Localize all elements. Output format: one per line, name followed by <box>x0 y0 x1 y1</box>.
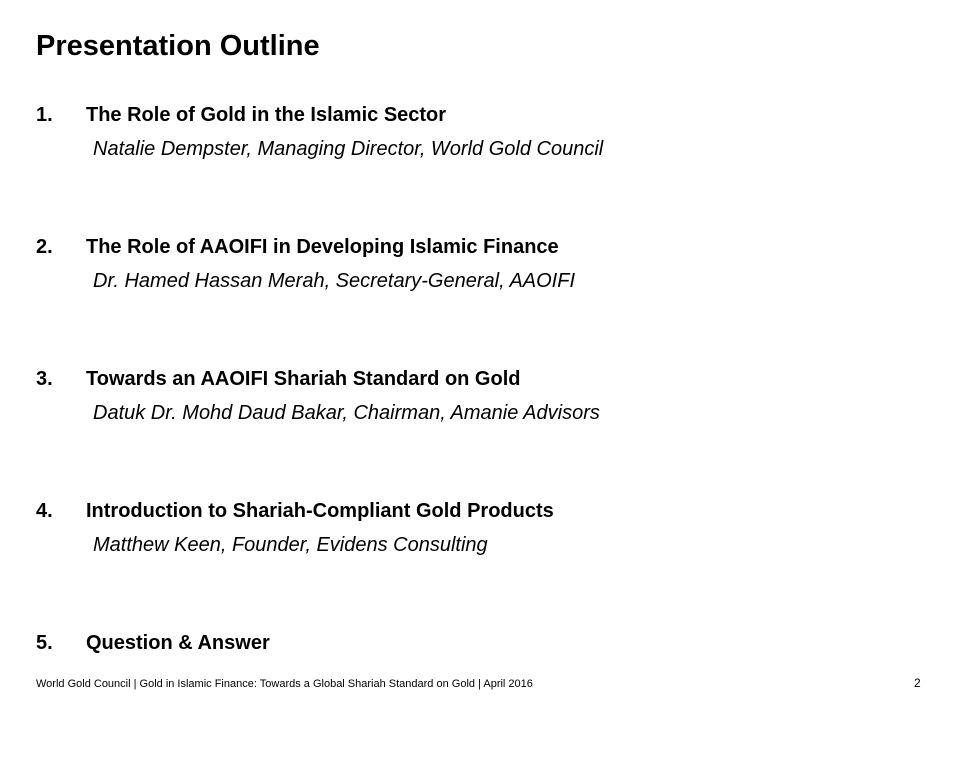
page-number: 2 <box>914 676 921 690</box>
outline-item-speaker: Dr. Hamed Hassan Merah, Secretary-General, AAOIFI <box>93 270 576 292</box>
outline-item-5 <box>36 626 916 758</box>
outline-item-3 <box>36 362 916 494</box>
outline-item-title <box>36 494 916 528</box>
outline-item-title <box>36 362 916 396</box>
outline-item-heading: Question & Answer <box>86 632 270 654</box>
outline-item-number: 5. <box>36 632 53 654</box>
outline-item-speaker: Matthew Keen, Founder, Evidens Consulting <box>93 534 488 556</box>
outline-item-number: 3. <box>36 368 53 390</box>
outline-item-speaker: Datuk Dr. Mohd Daud Bakar, Chairman, Amanie Advisors <box>93 402 600 424</box>
outline-item-title <box>36 98 916 132</box>
outline-item-heading: Towards an AAOIFI Shariah Standard on Gold <box>86 368 521 390</box>
outline-item-number: 4. <box>36 500 53 522</box>
outline-item-heading: The Role of Gold in the Islamic Sector <box>86 104 447 126</box>
slide-title: Presentation Outline <box>36 30 320 62</box>
slide-footer: World Gold Council | Gold in Islamic Finance: Towards a Global Shariah Standard on Gold | April 2016 <box>36 678 533 690</box>
outline-item-number: 2. <box>36 236 53 258</box>
outline-item-heading: The Role of AAOIFI in Developing Islamic Finance <box>86 236 559 258</box>
outline-item-heading: Introduction to Shariah-Compliant Gold Products <box>86 500 554 522</box>
outline-item-1 <box>36 98 916 230</box>
outline-item-title <box>36 230 916 264</box>
outline-item-4 <box>36 494 916 626</box>
outline-item-number: 1. <box>36 104 53 126</box>
outline-item-title <box>36 626 916 660</box>
outline-item-2 <box>36 230 916 362</box>
presentation-outline-list <box>36 98 916 758</box>
outline-item-speaker: Natalie Dempster, Managing Director, World Gold Council <box>93 138 604 160</box>
